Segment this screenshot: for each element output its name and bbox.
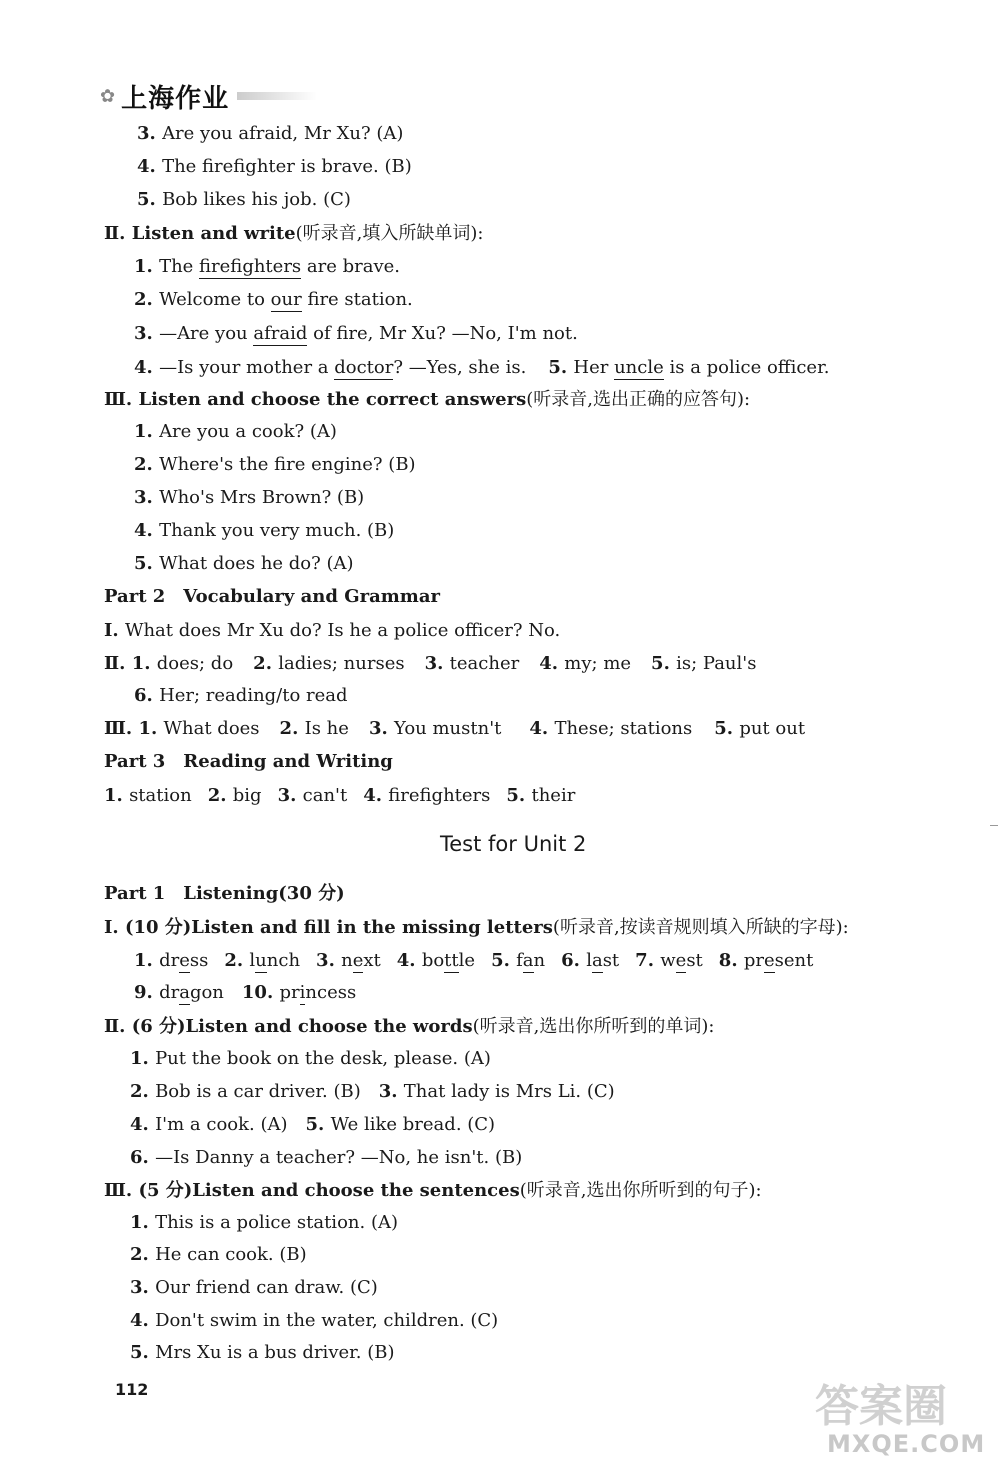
- answer-line: 4. The firefighter is brave. (B): [137, 156, 412, 177]
- answer-line: 5. Bob likes his job. (C): [137, 189, 351, 210]
- answer-line: 2. Bob is a car driver. (B) 3. That lady is Mrs Li. (C): [130, 1081, 615, 1102]
- part-heading: Part 2 Vocabulary and Grammar: [104, 586, 440, 607]
- answer-line: 4. —Is your mother a doctor? —Yes, she is. 5. Her uncle is a police officer.: [134, 357, 830, 378]
- part-heading: Part 3 Reading and Writing: [104, 751, 393, 772]
- answer-line: Ⅱ. 1. does; do 2. ladies; nurses 3. teacher 4. my; me 5. is; Paul's: [104, 653, 757, 674]
- answer-line: 4. Don't swim in the water, children. (C): [130, 1310, 499, 1331]
- watermark: [815, 1370, 995, 1465]
- answer-line: 3. Are you afraid, Mr Xu? (A): [137, 123, 404, 144]
- answer-line: 1. Are you a cook? (A): [134, 421, 337, 442]
- question-heading: Ⅱ. (6 分)Listen and choose the words(听录音,选出你所听到的单词):: [104, 1016, 715, 1037]
- header-logo: [100, 76, 317, 116]
- answer-line: 6. Her; reading/to read: [134, 685, 348, 706]
- answer-line: 3. Our friend can draw. (C): [130, 1277, 378, 1298]
- answer-line: 9. dragon 10. princess: [134, 982, 357, 1003]
- logo-decoration-icon: ✿: [100, 85, 116, 107]
- answer-line: 4. Thank you very much. (B): [134, 520, 395, 541]
- logo-text: 上海作业: [121, 83, 230, 114]
- question-heading: Ⅰ. (10 分)Listen and fill in the missing letters(听录音,按读音规则填入所缺的字母):: [104, 917, 849, 938]
- question-heading: Ⅲ. Listen and choose the correct answers(听录音,选出正确的应答句):: [104, 389, 751, 410]
- question-heading: Ⅱ. Listen and write(听录音,填入所缺单词):: [104, 223, 484, 244]
- question-heading: Ⅲ. (5 分)Listen and choose the sentences(听录音,选出你所听到的句子):: [104, 1180, 762, 1201]
- part-heading: Part 1 Listening(30 分): [104, 883, 345, 904]
- answer-line: 1. Put the book on the desk, please. (A): [130, 1048, 491, 1069]
- answer-line: 2. Welcome to our fire station.: [134, 289, 413, 310]
- answer-line: 3. —Are you afraid of fire, Mr Xu? —No, I'm not.: [134, 323, 578, 344]
- answer-line: Ⅰ. What does Mr Xu do? Is he a police officer? No.: [104, 620, 561, 641]
- answer-line: 2. He can cook. (B): [130, 1244, 307, 1265]
- answer-line: 6. —Is Danny a teacher? —No, he isn't. (B): [130, 1147, 523, 1168]
- answer-line: 2. Where's the fire engine? (B): [134, 454, 416, 475]
- answer-line: Ⅲ. 1. What does 2. Is he 3. You mustn't 4. These; stations 5. put out: [104, 718, 806, 739]
- answer-line: 1. station 2. big 3. can't 4. firefighters 5. their: [104, 785, 576, 806]
- answer-line: 1. dress 2. lunch 3. next 4. bottle 5. fan 6. last 7. west 8. present: [134, 950, 814, 971]
- answer-line: 5. What does he do? (A): [134, 553, 354, 574]
- answer-line: 4. I'm a cook. (A) 5. We like bread. (C): [130, 1114, 496, 1135]
- answer-line: 5. Mrs Xu is a bus driver. (B): [130, 1342, 395, 1363]
- watermark-logo: 答案圈: [815, 1381, 947, 1432]
- watermark-url: MXQE.COM: [827, 1430, 986, 1458]
- answer-line: 1. The firefighters are brave.: [134, 256, 401, 277]
- page-mark: [990, 825, 998, 832]
- logo-smear: [237, 92, 317, 100]
- answer-line: 3. Who's Mrs Brown? (B): [134, 487, 365, 508]
- section-title: Test for Unit 2: [440, 832, 587, 856]
- page-number: 112: [115, 1380, 149, 1399]
- answer-line: 1. This is a police station. (A): [130, 1212, 398, 1233]
